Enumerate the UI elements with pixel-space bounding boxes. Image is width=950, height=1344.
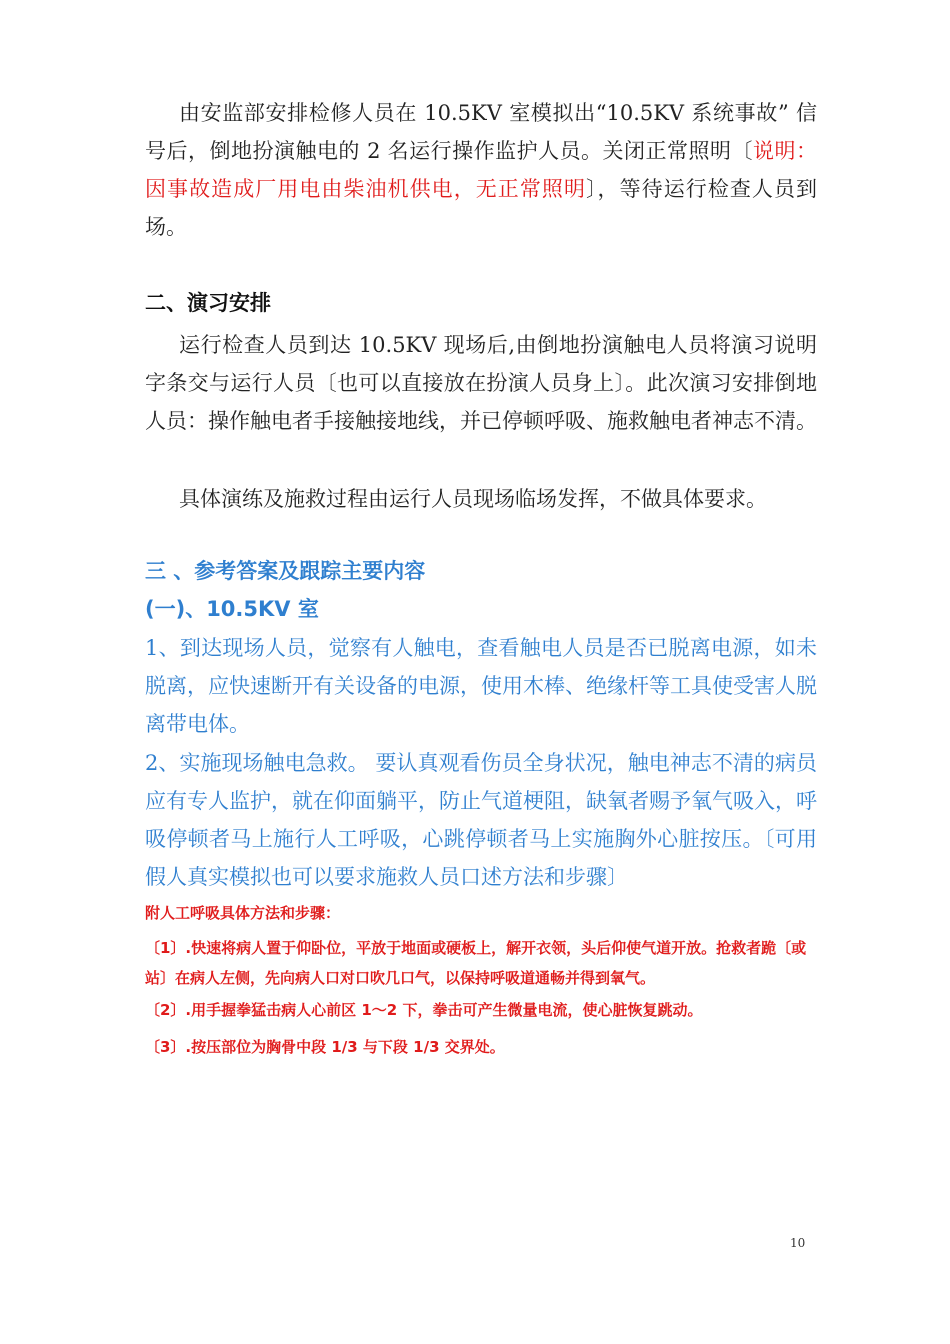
appendix-step-2: 〔2〕.用手握拳猛击病人心前区 1～2 下，拳击可产生微量电流，使心脏恢复跳动。 — [145, 1001, 703, 1019]
appendix-step-3: 〔3〕.按压部位为胸骨中段 1/3 与下段 1/3 交界处。 — [145, 1038, 505, 1056]
section3-heading: 三 、参考答案及跟踪主要内容 — [145, 559, 426, 583]
appendix-title: 附人工呼吸具体方法和步骤： — [145, 904, 341, 922]
intro-note-red: 说明：因事故造成厂用电由柴油机供电，无正常照明 — [145, 139, 818, 201]
appendix-step-1: 〔1〕.快速将病人置于仰卧位，平放于地面或硬板上，解开衣领，头后仰使气道开放。抢救者跪〔或站〕在病人左侧，先向病人口对口吹几口气，以保持呼吸道通畅并得到氧气。 — [145, 939, 807, 987]
section3-subheading: (一)、10.5KV 室 — [145, 597, 319, 621]
section2-paragraph-2: 具体演练及施救过程由运行人员现场临场发挥，不做具体要求。 — [179, 487, 767, 511]
section3-item-2: 2、实施现场触电急救。 要认真观看伤员全身状况，触电神志不清的病员应有专人监护，就在仰面躺平，防止气道梗阻，缺氧者赐予氧气吸入，呼吸停顿者马上施行人工呼吸，心跳停顿者马上实施胸外心脏按压。〔可用假人真实模拟也可以要求施救人员口述方法和步骤〕 — [145, 751, 817, 889]
intro-text-a: 由安监部安排检修人员在 10.5KV 室模拟出“10.5KV 系统事故” 信号后，倒地扮演触电的 2 名运行操作监护人员。关闭正常照明〔 — [145, 101, 817, 163]
page-number: 10 — [790, 1236, 806, 1250]
intro-paragraph — [145, 94, 817, 246]
section3-item-1: 1、到达现场人员，觉察有人触电，查看触电人员是否已脱离电源，如未脱离，应快速断开有关设备的电源，使用木棒、绝缘杆等工具使受害人脱离带电体。 — [145, 636, 817, 736]
intro-text-b: 〕，等待运行检查人员到场。 — [145, 177, 817, 239]
section2-heading: 二、演习安排 — [145, 291, 271, 315]
section2-paragraph-1: 运行检查人员到达 10.5KV 现场后,由倒地扮演触电人员将演习说明字条交与运行人员〔也可以直接放在扮演人员身上〕。此次演习安排倒地人员：操作触电者手接触接地线，并已停顿呼吸、施救触电者神志不清。 — [145, 333, 817, 433]
